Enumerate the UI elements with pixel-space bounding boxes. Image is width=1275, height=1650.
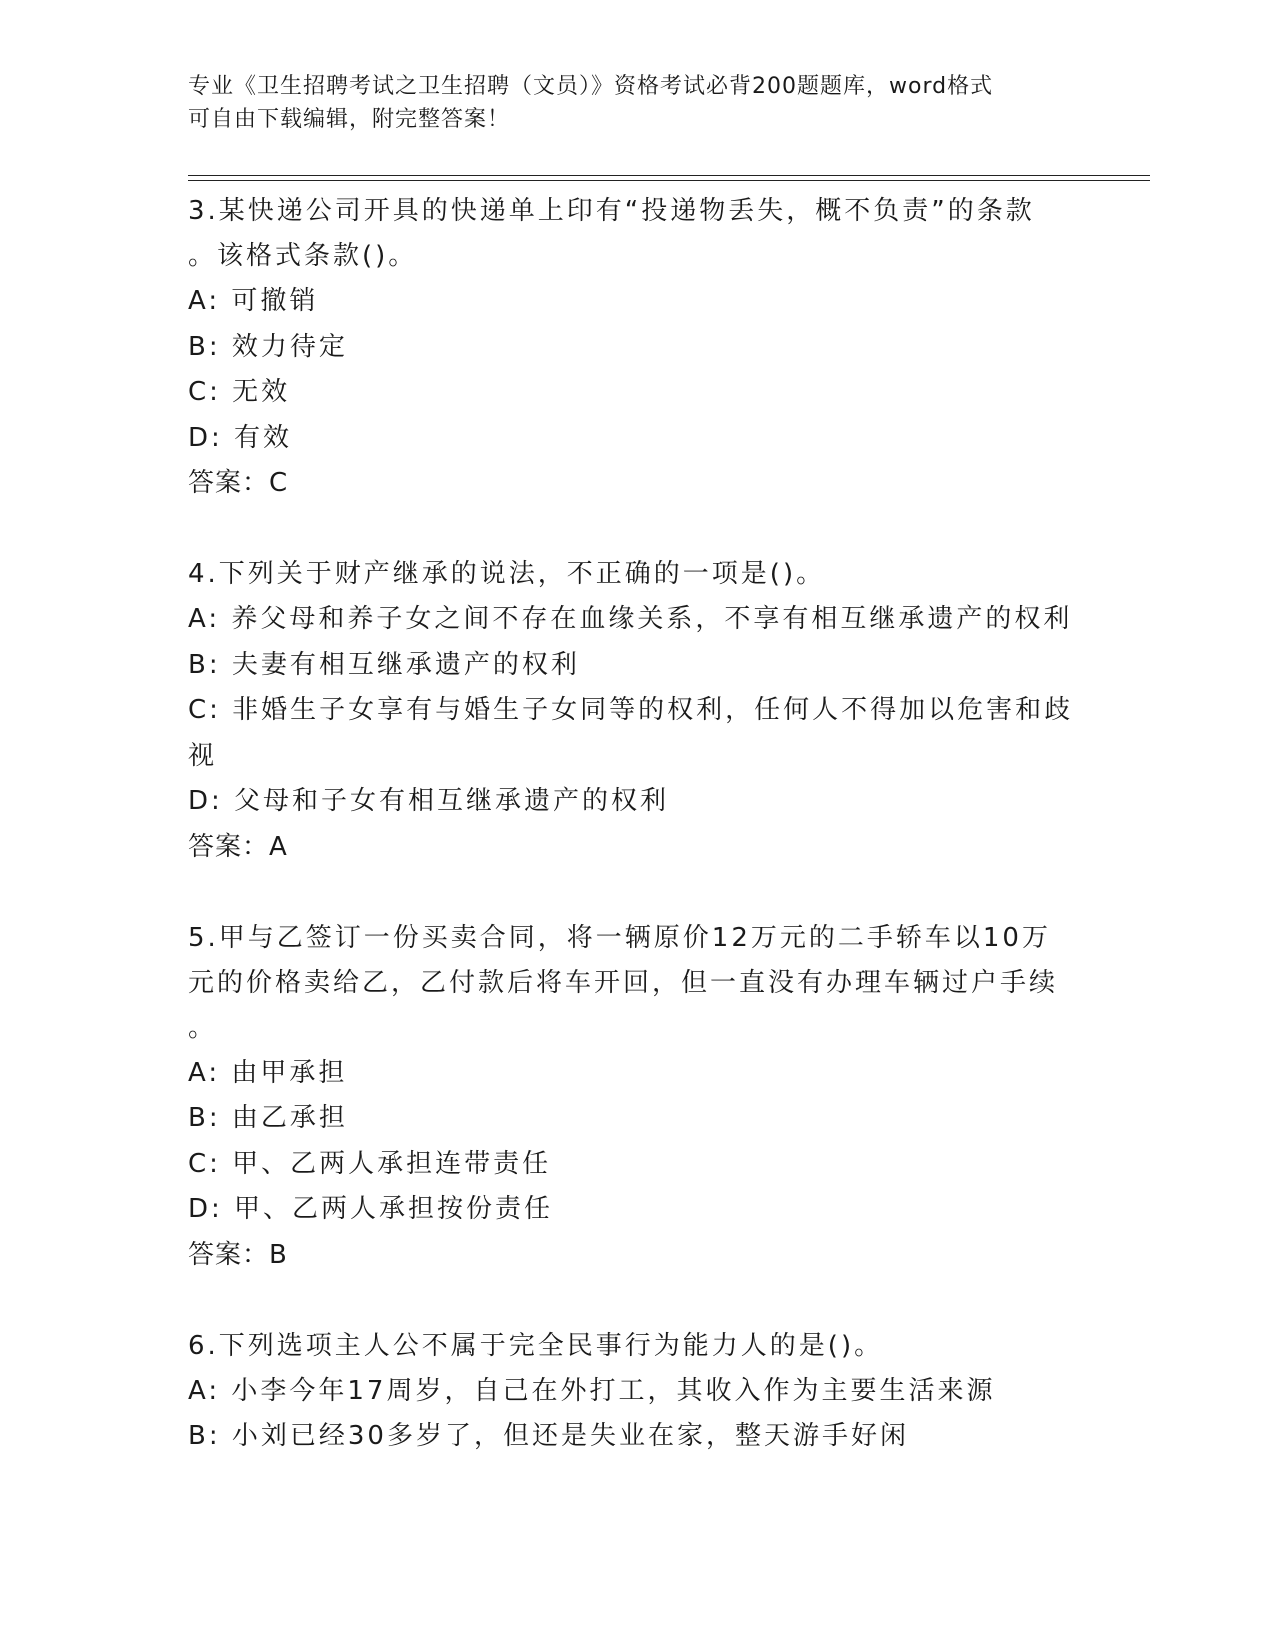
question-3-answer: 答案：C xyxy=(188,468,289,498)
question-6-option-b: B: 小刘已经30多岁了，但还是失业在家，整天游手好闲 xyxy=(188,1421,909,1451)
question-5-option-a: A: 由甲承担 xyxy=(188,1057,348,1088)
question-3-option-b: B: 效力待定 xyxy=(188,331,348,362)
question-5-stem-line-1: 5.甲与乙签订一份买卖合同，将一辆原价12万元的二手轿车以10万 xyxy=(188,922,1051,953)
question-4 xyxy=(188,552,1088,870)
question-5-option-c: C: 甲、乙两人承担连带责任 xyxy=(188,1148,552,1179)
document-header xyxy=(188,70,1068,136)
spacer xyxy=(188,870,1088,916)
header-line-1: 专业《卫生招聘考试之卫生招聘（文员）》资格考试必背200题题库，word格式 xyxy=(188,74,994,99)
question-4-option-b: B: 夫妻有相互继承遗产的权利 xyxy=(188,649,580,680)
header-line-2: 可自由下载编辑，附完整答案！ xyxy=(188,107,511,132)
question-3-stem-line-1: 3.某快递公司开具的快递单上印有“投递物丢失，概不负责”的条款 xyxy=(188,196,1035,226)
question-4-stem-line-1: 4.下列关于财产继承的说法，不正确的一项是()。 xyxy=(188,559,826,589)
header-divider-top xyxy=(188,175,1150,176)
question-3-option-d: D: 有效 xyxy=(188,422,293,453)
question-3-option-a: A: 可撤销 xyxy=(188,286,319,316)
question-3-option-c: C: 无效 xyxy=(188,377,291,407)
question-5 xyxy=(188,916,1088,1278)
spacer xyxy=(188,506,1088,552)
question-5-stem-line-3: 。 xyxy=(188,1012,218,1043)
question-6 xyxy=(188,1324,1088,1460)
spacer xyxy=(188,1278,1088,1324)
question-6-stem-line-1: 6.下列选项主人公不属于完全民事行为能力人的是()。 xyxy=(188,1330,884,1361)
question-4-option-c: C: 非婚生子女享有与婚生子女同等的权利，任何人不得加以危害和歧 xyxy=(188,695,1074,725)
question-5-stem-line-2: 元的价格卖给乙，乙付款后将车开回，但一直没有办理车辆过户手续 xyxy=(188,967,1059,998)
question-5-option-d: D: 甲、乙两人承担按份责任 xyxy=(188,1194,554,1224)
question-4-option-d: D: 父母和子女有相互继承遗产的权利 xyxy=(188,786,670,816)
question-list xyxy=(188,189,1088,1460)
question-4-option-a: A: 养父母和养子女之间不存在血缘关系，不享有相互继承遗产的权利 xyxy=(188,604,1073,634)
question-3-stem-line-2: 。该格式条款()。 xyxy=(188,241,418,271)
header-divider-bottom xyxy=(188,180,1150,181)
question-5-option-b: B: 由乙承担 xyxy=(188,1103,348,1133)
question-3 xyxy=(188,189,1088,506)
question-5-answer: 答案：B xyxy=(188,1239,288,1270)
question-4-option-c-continued: 视 xyxy=(188,740,218,771)
question-4-answer: 答案：A xyxy=(188,831,288,862)
question-6-option-a: A: 小李今年17周岁，自己在外打工，其收入作为主要生活来源 xyxy=(188,1375,996,1406)
